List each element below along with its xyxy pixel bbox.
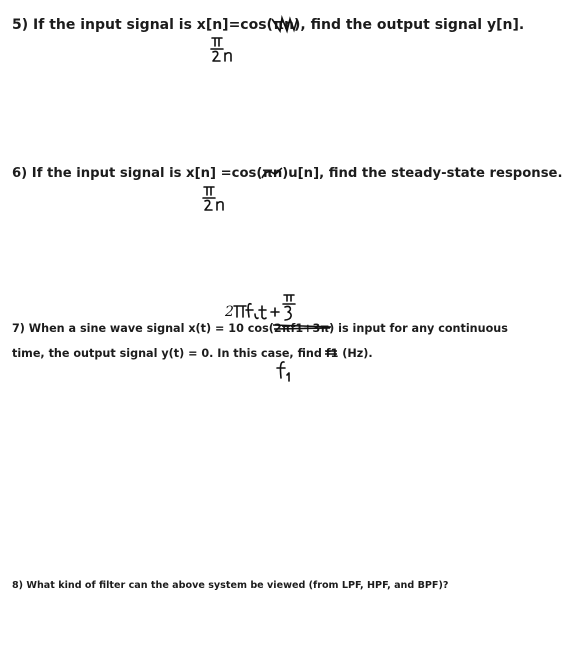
q5-struck-term: πn <box>273 17 294 33</box>
q5-handwritten-pi-over-2-n <box>210 35 240 65</box>
q7-strike-lines <box>273 320 333 336</box>
q6-text-after: )u[n], find the steady-state response. <box>282 166 563 181</box>
q6-handwritten-pi-over-2-n <box>202 184 232 214</box>
question-7-line-1 <box>12 322 508 335</box>
q7-line2-after: (Hz). <box>338 347 373 360</box>
q7-f1-strike <box>325 345 339 361</box>
q5-scribble <box>272 15 298 35</box>
q6-struck-term: πn <box>262 166 282 181</box>
q7-text-after: ) is input for any continuous <box>329 322 508 335</box>
svg-text:2: 2 <box>225 304 234 320</box>
q7-text-before: 7) When a sine wave signal x(t) = 10 cos( <box>12 322 274 335</box>
q7-handwritten-f1 <box>276 360 296 384</box>
q7-struck-term: 2πf1+3π <box>274 322 329 335</box>
question-5 <box>12 17 524 33</box>
q6-scribble <box>261 164 283 184</box>
q7-struck-f1: f1 <box>325 347 339 360</box>
q5-text-after: ), find the output signal y[n]. <box>294 17 525 33</box>
question-8: 8) What kind of filter can the above system be viewed (from LPF, HPF, and BPF)? <box>12 580 449 591</box>
question-7-line-2 <box>12 347 373 360</box>
q7-line2-before: time, the output signal y(t) = 0. In this case, find <box>12 347 326 360</box>
q5-text-before: 5) If the input signal is x[n]=cos( <box>12 17 273 33</box>
q6-text-before: 6) If the input signal is x[n] =cos( <box>12 166 263 181</box>
question-6 <box>12 166 563 181</box>
